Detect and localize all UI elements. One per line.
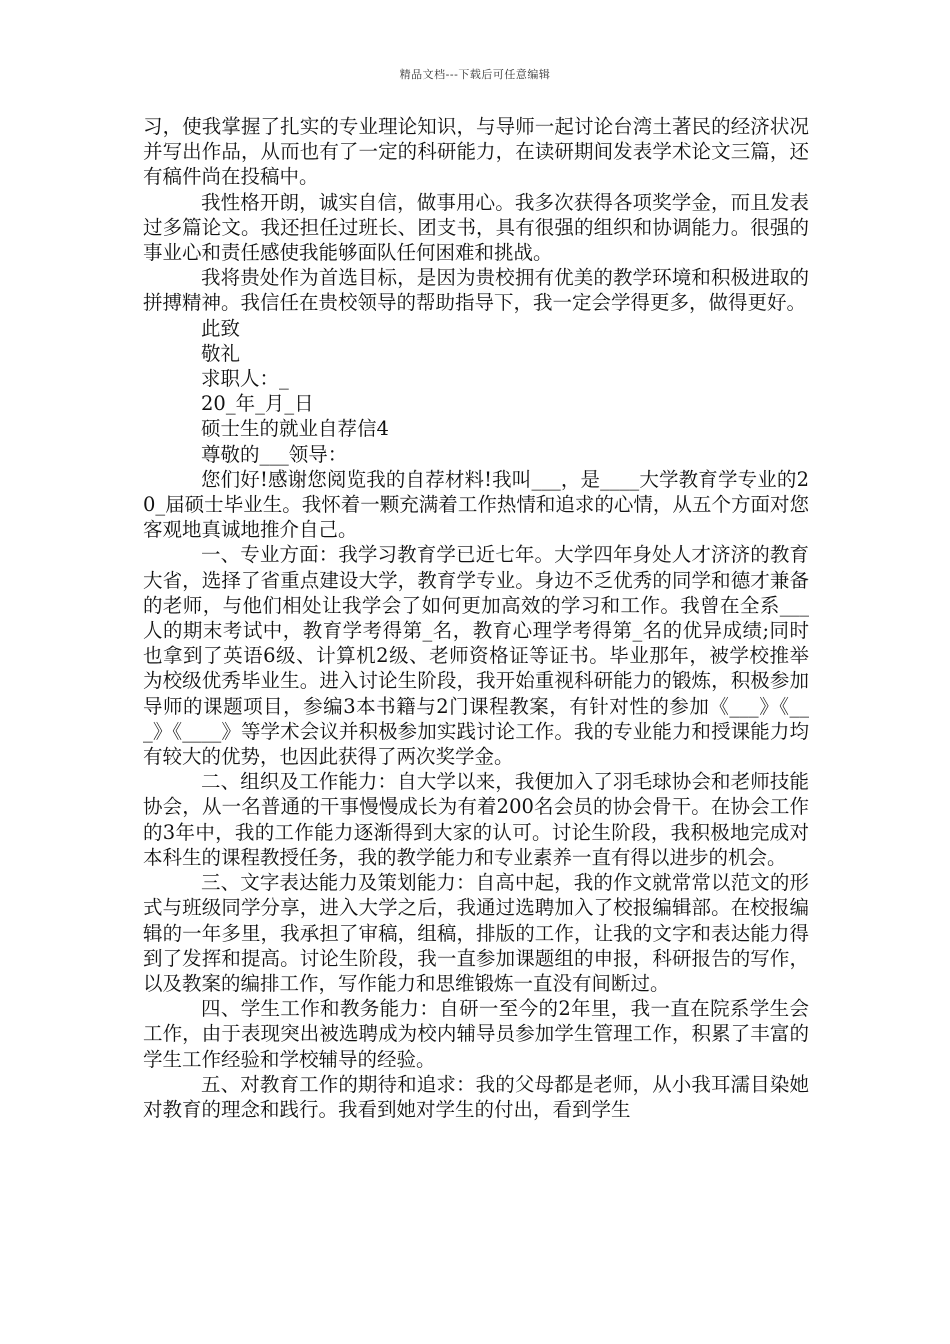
closing-regards: 敬礼: [201, 341, 241, 365]
paragraph-aspiration: 五、对教育工作的期待和追求：我的父母都是老师，从小我耳濡目染她对教育的理念和践行。我看到她对学生的付出，看到学生: [143, 1072, 809, 1121]
signature-date: 20_年_月_日: [201, 392, 314, 416]
paragraph-continuation: 习，使我掌握了扎实的专业理论知识，与导师一起讨论台湾土著民的经济状况并写出作品，从而也有了一定的科研能力，在读研期间发表学术论文三篇，还有稿件尚在投稿中。: [143, 115, 809, 189]
page-header: 精品文档---下载后可任意编辑: [399, 68, 551, 81]
section-title: 硕士生的就业自荐信4: [201, 417, 389, 441]
closing-salutation: 此致: [201, 316, 241, 340]
paragraph-intro: 您们好!感谢您阅览我的自荐材料!我叫___，是____大学教育学专业的20_届硕士毕业生。我怀着一颗充满着工作热情和追求的心情，从五个方面对您客观地真诚地推介自己。: [143, 467, 809, 542]
signature-applicant: 求职人：_: [201, 367, 289, 391]
document-body: [143, 114, 809, 1122]
paragraph-writing: 三、文字表达能力及策划能力：自高中起，我的作文就常常以范文的形式与班级同学分享，进入大学之后，我通过选聘加入了校报编辑部。在校报编辑的一年多里，我承担了审稿，组稿，排版的工作，让我的文字和表达能力得到了发挥和提高。讨论生阶段，我一直参加课题组的申报，科研报告的写作，以及教案的编排工作，写作能力和思维锻炼一直没有间断过。: [143, 871, 809, 995]
paragraph-organization: 二、组织及工作能力：自大学以来，我便加入了羽毛球协会和老师技能协会，从一名普通的干事慢慢成长为有着200名会员的协会骨干。在协会工作的3年中，我的工作能力逐渐得到大家的认可。讨论生阶段，我积极地完成对本科生的课程教授任务，我的教学能力和专业素养一直有得以进步的机会。: [143, 770, 809, 869]
paragraph-professional: 一、专业方面：我学习教育学已近七年。大学四年身处人才济济的教育大省，选择了省重点建设大学，教育学专业。身边不乏优秀的同学和德才兼备的老师，与他们相处让我学会了如何更加高效的学习和工作。我曾在全系___人的期末考试中，教育学考得第_名，教育心理学考得第_名的优异成绩;同时也拿到了英语6级、计算机2级、老师资格证等证书。毕业那年，被学校推举为校级优秀毕业生。进入讨论生阶段，我开始重视科研能力的锻炼，积极参加导师的课题项目，参编3本书籍与2门课程教案，有针对性的参加《___》《___》《____》等学术会议并积极参加实践讨论工作。我的专业能力和授课能力均有较大的优势，也因此获得了两次奖学金。: [143, 543, 809, 769]
paragraph-goal: 我将贵处作为首选目标，是因为贵校拥有优美的教学环境和积极进取的拼搏精神。我信任在贵校领导的帮助指导下，我一定会学得更多，做得更好。: [143, 266, 809, 315]
paragraph-student-work: 四、学生工作和教务能力：自研一至今的2年里，我一直在院系学生会工作，由于表现突出被选聘成为校内辅导员参加学生管理工作，积累了丰富的学生工作经验和学校辅导的经验。: [143, 997, 809, 1071]
paragraph-personality: 我性格开朗，诚实自信，做事用心。我多次获得各项奖学金，而且发表过多篇论文。我还担任过班长、团支书，具有很强的组织和协调能力。很强的事业心和责任感使我能够面队任何困难和挑战。: [143, 190, 809, 265]
letter-greeting: 尊敬的___领导：: [201, 442, 348, 466]
